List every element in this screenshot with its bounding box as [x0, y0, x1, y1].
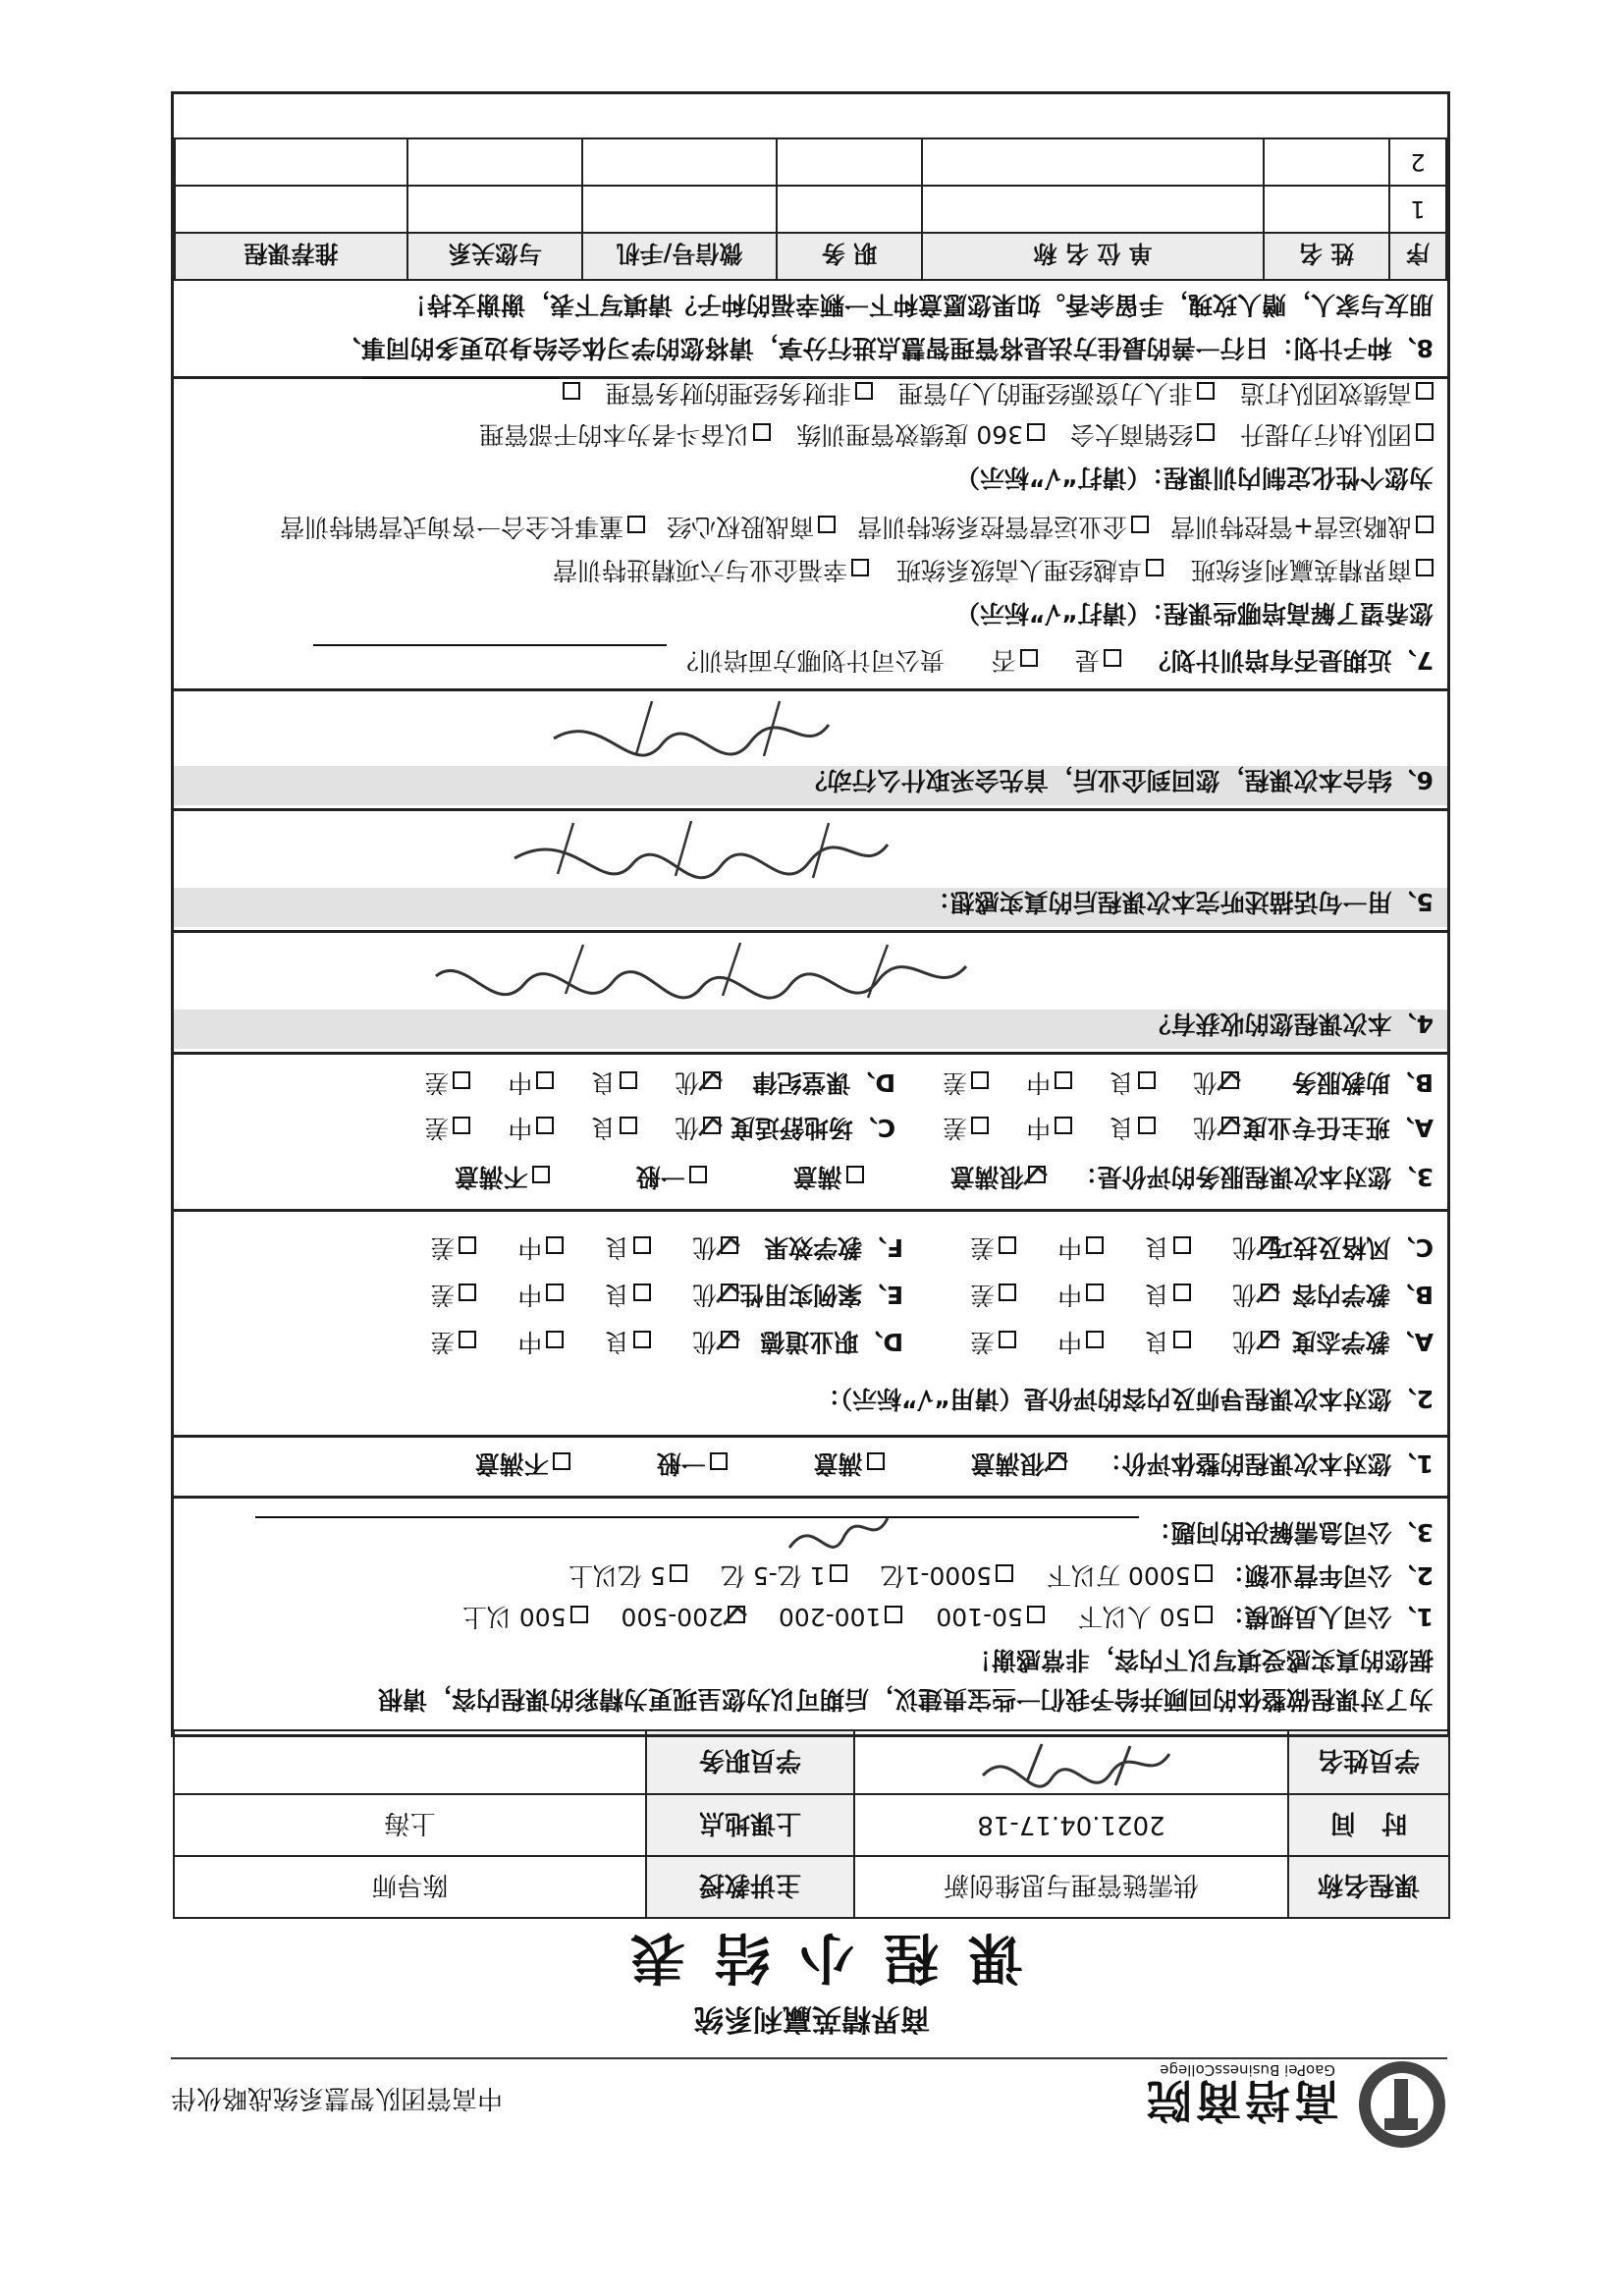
grade-checkbox[interactable]: [971, 1071, 989, 1089]
lecturer-value[interactable]: 陈导师: [174, 1856, 646, 1918]
q7-hope-row-2: [280, 511, 1434, 546]
grade-label: 优: [1193, 1068, 1218, 1097]
q3-option-label: 很满意: [949, 1163, 1024, 1191]
q7-row: [313, 644, 1434, 680]
grade-label: 良: [605, 1328, 630, 1356]
grade-checkbox[interactable]: [1138, 1071, 1156, 1089]
grade-checkbox[interactable]: [536, 1071, 554, 1089]
custom-course-label: 经销商大会: [1070, 420, 1194, 449]
grade-label: 优: [692, 1233, 718, 1262]
grade-label: 优: [675, 1068, 700, 1097]
q3-option-checkbox[interactable]: [846, 1166, 864, 1183]
course-info-table: [173, 1729, 1450, 1919]
q3-option-checkbox-checked[interactable]: [1028, 1166, 1046, 1183]
custom-course-checkbox[interactable]: [1416, 382, 1434, 400]
grade-checkbox[interactable]: [546, 1284, 564, 1301]
table-cell[interactable]: [922, 186, 1264, 233]
course-checkbox[interactable]: [1416, 559, 1434, 576]
course-checkbox[interactable]: [818, 516, 836, 533]
q2-item-label: C、风格及技巧: [1268, 1233, 1434, 1262]
table-cell[interactable]: [777, 138, 922, 186]
grade-label: 良: [1145, 1281, 1170, 1309]
table-cell[interactable]: [175, 186, 407, 233]
course-checkbox[interactable]: [1146, 559, 1164, 576]
q6-section: [174, 688, 1447, 811]
grade-label: 中: [1057, 1328, 1083, 1356]
grade-checkbox[interactable]: [459, 1284, 476, 1301]
college-logo-icon: [1357, 2061, 1447, 2148]
grade-checkbox[interactable]: [1173, 1284, 1191, 1301]
q3-option-label: 不满意: [454, 1163, 528, 1191]
table-cell: 2: [1389, 138, 1446, 186]
company-size-row: [462, 1601, 1434, 1636]
company-problem-field[interactable]: [255, 1516, 1139, 1544]
q2-item-label: D、职业道德: [760, 1328, 904, 1356]
course-label: 董事长全合一咨询式营销特训营: [280, 513, 624, 541]
company-section: [174, 1496, 1447, 1734]
q7-label: 7、近期是否有培训计划？: [1146, 646, 1434, 675]
handwritten-name-signature: [953, 1738, 1189, 1793]
grade-checkbox[interactable]: [999, 1284, 1016, 1301]
q3-item-label: D、课堂纪律: [752, 1068, 896, 1097]
q7-hope-row-1: [553, 554, 1434, 589]
q2-item-label: A、教学态度: [1291, 1328, 1434, 1356]
handwritten-problem-answer: [780, 1499, 897, 1567]
grade-checkbox[interactable]: [999, 1236, 1016, 1254]
q1-section: [174, 1435, 1447, 1499]
custom-course-checkbox[interactable]: [1416, 423, 1434, 441]
grade-checkbox-checked[interactable]: [1261, 1284, 1278, 1301]
size-option-label: 200-500: [621, 1603, 724, 1631]
place-value[interactable]: 上海: [174, 1794, 646, 1856]
q7-custom-row-1: [479, 418, 1434, 454]
column-header: 职 务: [777, 233, 922, 280]
company-revenue-label: 2、公司年营业额：: [1219, 1561, 1434, 1590]
q1-row: [475, 1448, 1434, 1483]
time-value[interactable]: 2021.04.17-18: [854, 1794, 1288, 1856]
grade-checkbox[interactable]: [971, 1117, 989, 1134]
grade-label: 中: [1057, 1233, 1083, 1262]
grade-checkbox[interactable]: [459, 1236, 476, 1254]
revenue-option-label: 5000-1亿: [880, 1561, 993, 1590]
grade-checkbox[interactable]: [1173, 1236, 1191, 1254]
size-option-label: 50-100: [936, 1603, 1023, 1631]
q2-item-label: B、教学内容: [1291, 1281, 1434, 1309]
intro-line-2: 据您的真实感受填写以下内容，非常感谢！: [966, 1646, 1434, 1674]
grade-label: 优: [1232, 1328, 1258, 1356]
lecturer-label: 主讲教授: [646, 1856, 854, 1918]
course-name-value[interactable]: 供需链管理与思维创新: [854, 1856, 1288, 1918]
q7-hope-label: 您希望了解高培哪些课程：（请打“√”标示）: [954, 599, 1434, 628]
grade-checkbox-checked[interactable]: [1261, 1236, 1278, 1254]
company-size-label: 1、公司人员规模：: [1219, 1603, 1434, 1631]
q3-service-row: [424, 1112, 1434, 1147]
q7-custom-row-2: [362, 377, 1434, 412]
grade-label: 中: [508, 1068, 533, 1097]
grade-label: 差: [943, 1114, 968, 1142]
q7-plan-label: 贵公司计划哪方面培训？: [674, 646, 945, 675]
grade-checkbox[interactable]: [1086, 1284, 1104, 1301]
q1-label: 1、您对本次课程的整体评价：: [1097, 1449, 1434, 1478]
size-option-label: 100-200: [778, 1603, 882, 1631]
grade-label: 良: [1145, 1328, 1170, 1356]
q1-option-label: 满意: [813, 1449, 863, 1478]
table-cell[interactable]: [407, 138, 582, 186]
q1-option-label: 一般: [656, 1449, 706, 1478]
q5-section: [174, 808, 1447, 933]
course-name-label: 课程名称: [1288, 1856, 1449, 1918]
revenue-option-checkbox[interactable]: [996, 1564, 1013, 1582]
grade-checkbox[interactable]: [620, 1071, 637, 1089]
grade-checkbox-checked[interactable]: [721, 1236, 738, 1254]
brand-english: GaoPei BusinessCollege: [1160, 2061, 1335, 2079]
q7-section: [174, 376, 1447, 691]
grade-checkbox[interactable]: [633, 1236, 651, 1254]
grade-checkbox[interactable]: [633, 1284, 651, 1301]
q2-row: [430, 1231, 1434, 1267]
q3-option-label: 满意: [792, 1163, 842, 1191]
grade-label: 差: [430, 1281, 456, 1309]
q1-option-checkbox[interactable]: [710, 1452, 728, 1470]
q1-option-checkbox-checked[interactable]: [1049, 1452, 1066, 1470]
table-cell[interactable]: [1264, 186, 1389, 233]
time-label: 时 间: [1288, 1794, 1449, 1856]
place-label: 上课地点: [646, 1794, 854, 1856]
handwritten-q6-answer[interactable]: [544, 693, 839, 766]
grade-checkbox[interactable]: [1173, 1331, 1191, 1348]
custom-course-other-field[interactable]: [362, 377, 559, 403]
q3-option-checkbox[interactable]: [532, 1166, 550, 1183]
q3-service-row: [424, 1066, 1434, 1102]
size-option-label: 500 以上: [461, 1603, 567, 1631]
custom-course-checkbox[interactable]: [1197, 423, 1215, 441]
grade-label: 中: [508, 1114, 533, 1142]
q1-option-label: 很满意: [970, 1449, 1045, 1478]
grade-label: 优: [1232, 1233, 1258, 1262]
table-cell[interactable]: [922, 138, 1264, 186]
q2-section: [174, 1209, 1447, 1438]
q1-option-checkbox[interactable]: [867, 1452, 885, 1470]
table-row: [175, 138, 1446, 186]
grade-label: 差: [943, 1068, 968, 1097]
grade-checkbox[interactable]: [1086, 1331, 1104, 1348]
student-position-value[interactable]: [174, 1730, 646, 1794]
size-option-checkbox[interactable]: [1027, 1606, 1045, 1623]
brand-name: 高培商院: [1143, 2074, 1339, 2127]
q7-custom-label: 为您个性化定制内训课程：（请打“√”标示）: [954, 464, 1434, 492]
grade-checkbox[interactable]: [453, 1117, 470, 1134]
table-cell[interactable]: [1264, 138, 1389, 186]
grade-label: 差: [424, 1114, 450, 1142]
custom-course-checkbox[interactable]: [753, 423, 771, 441]
grade-label: 差: [430, 1328, 456, 1356]
grade-checkbox[interactable]: [1086, 1236, 1104, 1254]
q3-option-checkbox[interactable]: [689, 1166, 707, 1183]
grade-checkbox[interactable]: [620, 1117, 637, 1134]
q3-row: [455, 1161, 1434, 1196]
intro-line-1: 为了对课程做整体的回顾并给予我们一些宝贵建议，后期可以为您呈现更为精彩的课程内容，请根: [377, 1685, 1434, 1714]
table-cell: 1: [1389, 186, 1446, 233]
q7-yes-checkbox[interactable]: [1104, 649, 1121, 667]
table-cell[interactable]: [175, 138, 407, 186]
q6-label: 6、结合本次课程，您回到企业后，首先会采取什么行动？: [802, 766, 1434, 794]
column-header: 序: [1389, 233, 1446, 280]
size-option-checkbox-checked[interactable]: [728, 1606, 745, 1623]
grade-label: 差: [970, 1328, 996, 1356]
company-problem-label: 3、公司急需解决的问题：: [1146, 1518, 1434, 1547]
column-header: 单 位 名 称: [922, 233, 1264, 280]
q2-item-label: E、案例实用性: [739, 1281, 904, 1309]
course-checkbox[interactable]: [627, 516, 645, 533]
grade-label: 差: [430, 1233, 456, 1262]
grade-label: 良: [1110, 1114, 1135, 1142]
column-header: 与您关系: [407, 233, 582, 280]
grade-label: 差: [970, 1281, 996, 1309]
q8-section: [174, 281, 1447, 379]
survey-block: [171, 91, 1450, 1737]
form-subtitle: 商界精英赢利系统: [694, 2001, 930, 2036]
student-position-label: 学员职务: [646, 1730, 854, 1794]
grade-checkbox[interactable]: [459, 1331, 476, 1348]
course-label: 战略运营+管控特训营: [1170, 513, 1412, 541]
q3-option-label: 一般: [635, 1163, 685, 1191]
q2-item-label: F、教学效果: [764, 1233, 904, 1262]
course-checkbox[interactable]: [1131, 516, 1149, 533]
grade-label: 中: [1057, 1281, 1083, 1309]
q3-item-label: C、场地舒适度: [730, 1114, 896, 1142]
q7-option-label: 是: [1074, 646, 1100, 675]
q1-option-label: 不满意: [474, 1449, 549, 1478]
grade-checkbox[interactable]: [546, 1331, 564, 1348]
q3-label: 3、您对本次课程服务的评价是：: [1072, 1163, 1434, 1191]
custom-course-label: 团队执行力提升: [1239, 420, 1412, 449]
grade-checkbox[interactable]: [999, 1331, 1016, 1348]
grade-checkbox-checked[interactable]: [1221, 1117, 1239, 1134]
size-option-checkbox[interactable]: [570, 1606, 588, 1623]
grade-label: 优: [692, 1328, 718, 1356]
custom-course-checkbox[interactable]: [563, 382, 580, 400]
q7-plan-field[interactable]: [313, 644, 667, 672]
grade-checkbox-checked[interactable]: [721, 1284, 738, 1301]
table-cell[interactable]: [407, 186, 582, 233]
course-checkbox[interactable]: [851, 559, 869, 576]
q2-label: 2、您对本次课程导师及内容的评价是（请用“√”标示）：: [815, 1385, 1434, 1413]
custom-course-checkbox[interactable]: [855, 382, 873, 400]
column-header: 姓 名: [1264, 233, 1389, 280]
custom-course-checkbox[interactable]: [1027, 423, 1045, 441]
grade-label: 良: [605, 1233, 630, 1262]
grade-label: 优: [1232, 1281, 1258, 1309]
q2-row: [430, 1326, 1434, 1361]
grade-label: 良: [1110, 1068, 1135, 1097]
q4-section: [174, 930, 1447, 1055]
handwritten-q5-answer[interactable]: [505, 813, 897, 888]
table-cell[interactable]: [582, 186, 777, 233]
grade-checkbox-checked[interactable]: [703, 1071, 721, 1089]
course-label: 商界精英赢利系统班: [1190, 556, 1412, 584]
grade-checkbox-checked[interactable]: [721, 1331, 738, 1348]
grade-label: 中: [1026, 1114, 1052, 1142]
grade-checkbox-checked[interactable]: [1221, 1071, 1239, 1089]
custom-course-label: 非人力资源经理的人力管理: [898, 379, 1194, 408]
grade-checkbox[interactable]: [633, 1331, 651, 1348]
grade-checkbox[interactable]: [1055, 1071, 1072, 1089]
q3-item-label: A、班主任专业度: [1242, 1114, 1434, 1142]
grade-checkbox[interactable]: [453, 1071, 470, 1089]
custom-course-label: 以奋斗者为本的干部管理: [479, 420, 750, 449]
grade-label: 差: [424, 1068, 450, 1097]
grade-label: 良: [591, 1068, 617, 1097]
student-name-label: 学员姓名: [1288, 1730, 1449, 1794]
form-title: 课程小结表: [601, 1925, 1023, 1990]
q1-option-checkbox[interactable]: [553, 1452, 570, 1470]
table-header-row: [175, 233, 1446, 280]
revenue-option-checkbox[interactable]: [670, 1564, 687, 1582]
recommendation-table: [174, 137, 1447, 281]
student-name-value[interactable]: [854, 1730, 1288, 1794]
grade-label: 优: [675, 1114, 700, 1142]
grade-label: 差: [970, 1233, 996, 1262]
custom-course-checkbox[interactable]: [1197, 382, 1215, 400]
grade-checkbox[interactable]: [1138, 1117, 1156, 1134]
custom-course-label: 360 度绩效管理训练: [796, 420, 1024, 449]
handwritten-q4-answer[interactable]: [426, 935, 976, 1006]
revenue-option-checkbox[interactable]: [1195, 1564, 1213, 1582]
revenue-option-label: 5 亿以上: [568, 1561, 666, 1590]
revenue-option-label: 5000 万以下: [1047, 1561, 1191, 1590]
q3-item-label: B、助教服务: [1291, 1068, 1434, 1097]
table-row: [175, 186, 1446, 233]
grade-checkbox[interactable]: [1055, 1117, 1072, 1134]
custom-course-label: 高绩效团队打造: [1239, 379, 1412, 408]
q5-label: 5、用一句话描述听完本次课程后的真实感想：: [925, 888, 1434, 916]
grade-checkbox-checked[interactable]: [703, 1117, 721, 1134]
course-label: 商战股权心经: [667, 513, 815, 541]
grade-label: 中: [517, 1328, 543, 1356]
grade-label: 优: [692, 1281, 718, 1309]
table-cell[interactable]: [582, 138, 777, 186]
grade-checkbox[interactable]: [536, 1117, 554, 1134]
grade-label: 中: [517, 1281, 543, 1309]
company-revenue-row: [568, 1559, 1434, 1595]
column-header: 推荐课程: [175, 233, 407, 280]
course-label: 卓越经理人高级系统班: [896, 556, 1143, 584]
column-header: 微信号/手机: [582, 233, 777, 280]
grade-label: 良: [591, 1114, 617, 1142]
q8-line-1: 8、种子计划：日行一善的最佳方法是将管理智慧点进行分享，请将您的学习体会给身边更多的同事、: [336, 334, 1434, 362]
q2-row: [430, 1279, 1434, 1314]
grade-label: 中: [1026, 1068, 1052, 1097]
q8-line-2: 朋友与家人，赠人玫瑰，手留余香。如果您愿意种下一颗幸福的种子？请填写下表，谢谢支持！: [402, 291, 1434, 319]
course-label: 幸福企业与六项精进特训营: [553, 556, 848, 584]
size-option-checkbox[interactable]: [1195, 1606, 1213, 1623]
tagline: 中高管团队智慧系统战略伙伴: [171, 2083, 504, 2112]
grade-checkbox[interactable]: [546, 1236, 564, 1254]
grade-checkbox-checked[interactable]: [1261, 1331, 1278, 1348]
revenue-option-label: 1 亿-5 亿: [720, 1561, 826, 1590]
grade-label: 中: [517, 1233, 543, 1262]
course-checkbox[interactable]: [1416, 516, 1434, 533]
grade-label: 良: [1145, 1233, 1170, 1262]
grade-label: 优: [1193, 1114, 1218, 1142]
size-option-label: 50 人以下: [1077, 1603, 1191, 1631]
q3-section: [174, 1052, 1447, 1212]
page-header: [171, 2057, 1447, 2148]
size-option-checkbox[interactable]: [885, 1606, 902, 1623]
q7-no-checkbox[interactable]: [1020, 649, 1038, 667]
table-cell[interactable]: [777, 186, 922, 233]
grade-label: 良: [605, 1281, 630, 1309]
q7-option-label: 否: [991, 646, 1016, 675]
custom-course-label: 非财务经理的财务管理: [606, 379, 852, 408]
course-label: 企业运营管控系统特训营: [857, 513, 1128, 541]
q4-label: 4、本次课程您的收获有？: [1146, 1010, 1434, 1038]
